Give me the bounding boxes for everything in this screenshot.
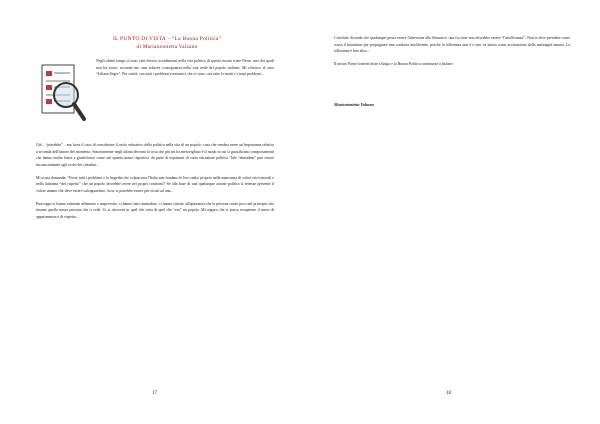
intro-paragraph: Negli ultimi tempi si sono visti diversi accadimenti nella vita politica di questo nostro triste Paese, uno dei quali non ha avuto, secondo me, una relativa conseguenza nella vita reale del popolo italiano. Mi riferisco al caso “Liliana Segre”. Per carità, con tutti i problemi economici che ci sono, con tutte le morti e i tanti problemi... xyxy=(96,59,274,77)
article-title xyxy=(52,35,282,51)
page-number-right: 18 xyxy=(446,391,451,396)
author-signature: Mariantonietta Valzano xyxy=(334,102,374,107)
body-paragraph: Il nostro Paese tornerà triste a lungo e la Buona Politica continuerà a latitare. xyxy=(334,62,454,67)
right-body xyxy=(334,35,570,68)
body-paragraph: Mi si ma domanda: “Forse tutti i problemi e la tragedia che colpiscono l'Italia non fondano le loro radici proprio nella mancanza di valori etico-morali e nella latitanza “del rispetto” che un popolo dovrebbe avere nei propri confronti? Se alla base di una qualunque azione politica si tenesse presente il valore umano che deve essere salvaguardato, forse si potrebbe essere più vicini ad una... xyxy=(36,175,274,193)
body-paragraph: Già – “potrebbe” – ma forse il caso di considerare il ruolo educativo della politica nella vita di un popolo, cosa che sembra avere un'importanza relativa a seconda dell'umore del momento. Sinceramente negli ultimi decenni la cosa che più mi ha meravigliato è il modo in cui si giustificano comportamenti che hanno molta fatica a giustificarsi come atti quanto meno rispettosi, da parte di esponenti di varia estrazione politica. Tale “abitudine” può essere inconsciamente agli occhi dei cittadini... xyxy=(36,143,274,167)
title-line-1: IL PUNTO DI VISTA – “La Buona Politica” xyxy=(112,36,222,42)
left-body xyxy=(36,142,274,220)
magnifying-glass-over-document-icon xyxy=(38,61,88,139)
title-line-2: di Mariantonietta Valzano xyxy=(136,44,198,50)
body-paragraph: Purtroppo si hanno talmente affannato e impoverito, si hanno fatto ammalare, ci hanno ridotto all'ignoranza che la persona conta poco nel principio che rimane quella stessa persona che ti vede. Ci si ritroverà in quel che resta di quel che “era” un popolo. Mi auguro che si possa recuperare il senso di appartenenza e di rispetto... xyxy=(36,201,274,219)
body-paragraph: Concludo dicendo che qualunque possa essere l'obiezione alla Senatrice, una fra tutte non dovrebbe essere “l'intolleranza”. Non si deve prendere come scusa il buonismo per propugnare una condotta intollerante, perché la tolleranza non è e non va intesa come accettazione della malvagità umana. La tolleranza è ben altro... xyxy=(334,36,570,54)
page-number-left: 17 xyxy=(152,391,157,396)
